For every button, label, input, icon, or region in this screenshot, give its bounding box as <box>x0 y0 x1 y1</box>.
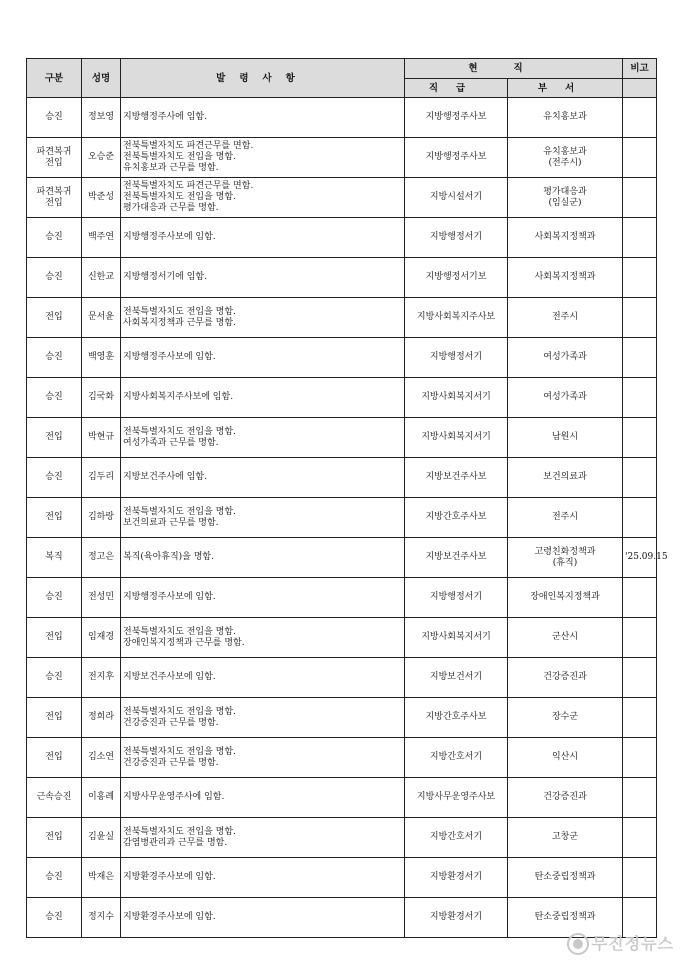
remarks-cell <box>623 738 657 778</box>
matters-cell <box>121 738 405 778</box>
dept-cell-line: 전주시 <box>551 312 579 322</box>
table-row <box>27 858 657 898</box>
remarks-cell: '25.09.15 <box>623 538 657 578</box>
roster-body <box>27 98 668 938</box>
category-cell <box>27 898 82 938</box>
dept-cell-line: 건강증진과 <box>543 792 587 802</box>
dept-cell <box>508 338 623 378</box>
remarks-cell <box>623 858 657 898</box>
remarks-cell <box>623 778 657 818</box>
dept-cell-line: 건강증진과 <box>543 672 587 682</box>
header-category: 구분 <box>27 59 82 98</box>
matters-cell-line: 전북특별자치도 전입을 명함. <box>123 746 236 757</box>
name-cell: 백주연 <box>82 218 121 258</box>
matters-cell-line: 평가대응과 근무를 명함. <box>123 203 219 213</box>
dept-cell <box>508 658 623 698</box>
dept-cell-line: 남원시 <box>551 432 579 442</box>
category-cell <box>27 338 82 378</box>
dept-cell-line: 고령친화정책과 <box>534 546 596 557</box>
remarks-cell <box>623 178 657 218</box>
category-cell <box>27 618 82 658</box>
dept-cell-line: 보건의료과 <box>543 472 587 482</box>
grade-cell: 지방간호서기 <box>405 818 508 858</box>
remarks-cell <box>623 818 657 858</box>
grade-cell: 지방사회복지서기 <box>405 378 508 418</box>
dept-cell <box>508 98 623 138</box>
category-cell <box>27 538 82 578</box>
matters-cell-line: 유치홍보과 근무를 명함. <box>123 163 219 173</box>
name-cell: 전성민 <box>82 578 121 618</box>
matters-cell-line: 장애인복지정책과 근무를 명함. <box>123 637 245 648</box>
remarks-cell <box>623 698 657 738</box>
table-row <box>27 498 657 538</box>
category-cell <box>27 578 82 618</box>
watermark <box>567 931 674 956</box>
personnel-roster-table <box>26 58 668 938</box>
matters-cell-line: 전북특별자치도 파견근무를 면함. <box>123 181 254 191</box>
category-cell <box>27 138 82 178</box>
grade-cell: 지방보건주사보 <box>405 458 508 498</box>
remarks-cell <box>623 218 657 258</box>
grade-cell: 지방사회복지서기 <box>405 618 508 658</box>
grade-cell: 지방행정주사보 <box>405 98 508 138</box>
dept-cell-line: 여성가족과 <box>543 352 587 362</box>
category-cell-line: 전입 <box>45 197 63 208</box>
grade-cell: 지방시설서기 <box>405 178 508 218</box>
grade-cell: 지방사무운영주사보 <box>405 778 508 818</box>
category-cell-line: 승진 <box>45 232 63 242</box>
matters-cell <box>121 538 405 578</box>
name-cell: 김국화 <box>82 378 121 418</box>
dept-cell-line: 익산시 <box>551 752 579 762</box>
category-cell-line: 승진 <box>45 472 63 482</box>
dept-cell-line: (전주시) <box>548 157 582 168</box>
category-cell-line: 전입 <box>45 512 63 522</box>
header-remarks: 비고 <box>623 59 657 79</box>
matters-cell <box>121 898 405 938</box>
table-row <box>27 338 657 378</box>
dept-cell-line: 평가대응과 <box>543 186 587 197</box>
dept-cell <box>508 178 623 218</box>
grade-cell: 지방행정주사보 <box>405 138 508 178</box>
matters-cell <box>121 498 405 538</box>
matters-cell <box>121 378 405 418</box>
dept-cell-line: 고창군 <box>551 832 579 842</box>
grade-cell: 지방간호주사보 <box>405 698 508 738</box>
dept-cell <box>508 378 623 418</box>
category-cell-line: 승진 <box>45 912 63 922</box>
category-cell-line: 전입 <box>45 312 63 322</box>
matters-cell-line: 지방보건주사에 임함. <box>123 472 207 482</box>
table-row <box>27 618 657 658</box>
dept-cell <box>508 698 623 738</box>
matters-cell <box>121 298 405 338</box>
grade-cell: 지방사회복지서기 <box>405 418 508 458</box>
matters-cell-line: 전북특별자치도 전입을 명함. <box>123 426 236 437</box>
category-cell <box>27 818 82 858</box>
name-cell: 김하랑 <box>82 498 121 538</box>
dept-cell-line: 장애인복지정책과 <box>530 592 600 602</box>
matters-cell <box>121 618 405 658</box>
grade-cell: 지방간호서기 <box>405 738 508 778</box>
header-current: 현직 <box>405 59 623 79</box>
name-cell: 김두리 <box>82 458 121 498</box>
matters-cell-line: 지방행정주사보에 임함. <box>123 592 216 602</box>
table-row <box>27 738 657 778</box>
dept-cell <box>508 418 623 458</box>
remarks-cell <box>623 578 657 618</box>
dept-cell-line: 유치홍보과 <box>543 146 587 157</box>
header-name: 성명 <box>82 59 121 98</box>
matters-cell-line: 전북특별자치도 전입을 명함. <box>123 306 236 317</box>
matters-cell-line: 전북특별자치도 전입을 명함. <box>123 152 236 162</box>
name-cell: 박준성 <box>82 178 121 218</box>
dept-cell <box>508 138 623 178</box>
name-cell: 정보영 <box>82 98 121 138</box>
grade-cell: 지방행정서기 <box>405 218 508 258</box>
name-cell: 정희라 <box>82 698 121 738</box>
dept-cell-line: 탄소중립정책과 <box>534 872 596 882</box>
category-cell <box>27 298 82 338</box>
matters-cell <box>121 818 405 858</box>
matters-cell-line: 전북특별자치도 전입을 명함. <box>123 192 236 202</box>
category-cell-line: 승진 <box>45 592 63 602</box>
matters-cell <box>121 338 405 378</box>
category-cell-line: 전입 <box>45 157 63 168</box>
matters-cell-line: 지방행정주사보에 임함. <box>123 232 216 242</box>
matters-cell-line: 보건의료과 근무를 명함. <box>123 517 219 528</box>
category-cell-line: 파견복귀 <box>36 186 72 197</box>
category-cell-line: 전입 <box>45 712 63 722</box>
table-row <box>27 418 657 458</box>
matters-cell <box>121 698 405 738</box>
dept-cell-line: (휴직) <box>552 557 578 568</box>
header-grade: 직급 <box>405 79 508 98</box>
table-row <box>27 378 657 418</box>
matters-cell-line: 지방행정주사에 임함. <box>123 112 207 122</box>
dept-cell <box>508 218 623 258</box>
matters-cell <box>121 858 405 898</box>
dept-cell <box>508 778 623 818</box>
category-cell-line: 전입 <box>45 632 63 642</box>
table-row <box>27 698 657 738</box>
table-row <box>27 458 657 498</box>
matters-cell-line: 전북특별자치도 전입을 명함. <box>123 506 236 517</box>
table-row <box>27 578 657 618</box>
category-cell-line: 승진 <box>45 872 63 882</box>
matters-cell-line: 전북특별자치도 파견근무를 면함. <box>123 141 254 151</box>
category-cell <box>27 218 82 258</box>
remarks-cell <box>623 98 657 138</box>
header-matters: 발령사항 <box>121 59 405 98</box>
table-row <box>27 138 657 178</box>
dept-cell <box>508 538 623 578</box>
dept-cell <box>508 458 623 498</box>
dept-cell-line: 사회복지정책과 <box>534 272 596 282</box>
matters-cell <box>121 658 405 698</box>
category-cell <box>27 698 82 738</box>
name-cell: 신한교 <box>82 258 121 298</box>
dept-cell-line: 여성가족과 <box>543 392 587 402</box>
name-cell: 이홍례 <box>82 778 121 818</box>
matters-cell <box>121 178 405 218</box>
matters-cell-line: 전북특별자치도 전입을 명함. <box>123 706 236 717</box>
grade-cell: 지방보건서기 <box>405 658 508 698</box>
dept-cell-line: 사회복지정책과 <box>534 232 596 242</box>
matters-cell <box>121 418 405 458</box>
category-cell-line: 전입 <box>45 752 63 762</box>
matters-cell-line: 전북특별자치도 전입을 명함. <box>123 826 236 837</box>
grade-cell: 지방행정서기 <box>405 578 508 618</box>
dept-cell <box>508 578 623 618</box>
matters-cell <box>121 458 405 498</box>
category-cell <box>27 418 82 458</box>
dept-cell <box>508 498 623 538</box>
table-row <box>27 658 657 698</box>
dept-cell <box>508 858 623 898</box>
category-cell-line: 승진 <box>45 352 63 362</box>
dept-cell-line: 군산시 <box>551 632 579 642</box>
matters-cell-line: 건강증진과 근무를 명함. <box>123 757 219 768</box>
category-cell <box>27 178 82 218</box>
dept-cell <box>508 298 623 338</box>
grade-cell: 지방행정서기 <box>405 338 508 378</box>
watermark-logo-icon <box>567 933 589 955</box>
remarks-cell <box>623 498 657 538</box>
dept-cell <box>508 258 623 298</box>
remarks-cell <box>623 458 657 498</box>
matters-cell-line: 건강증진과 근무를 명함. <box>123 717 219 728</box>
dept-cell <box>508 738 623 778</box>
category-cell <box>27 498 82 538</box>
remarks-cell <box>623 138 657 178</box>
table-row <box>27 898 657 938</box>
category-cell <box>27 258 82 298</box>
table-row <box>27 818 657 858</box>
name-cell: 정고은 <box>82 538 121 578</box>
remarks-cell <box>623 258 657 298</box>
category-cell-line: 전입 <box>45 432 63 442</box>
remarks-cell <box>623 418 657 458</box>
category-cell <box>27 858 82 898</box>
category-cell-line: 승진 <box>45 392 63 402</box>
matters-cell-line: 여성가족과 근무를 명함. <box>123 437 219 448</box>
watermark-text: 무진정뉴스 <box>591 933 674 953</box>
name-cell: 백영훈 <box>82 338 121 378</box>
name-cell: 박현규 <box>82 418 121 458</box>
remarks-cell <box>623 658 657 698</box>
matters-cell-line: 지방행정서기에 임함. <box>123 272 207 282</box>
grade-cell: 지방보건주사보 <box>405 538 508 578</box>
matters-cell-line: 지방환경주사보에 임함. <box>123 912 216 922</box>
matters-cell-line: 사회복지정책과 근무를 명함. <box>123 317 236 328</box>
name-cell: 김윤실 <box>82 818 121 858</box>
matters-cell <box>121 218 405 258</box>
matters-cell <box>121 578 405 618</box>
category-cell-line: 복직 <box>45 552 63 562</box>
matters-cell-line: 전북특별자치도 전입을 명함. <box>123 626 236 637</box>
category-cell-line: 승진 <box>45 112 63 122</box>
table-row <box>27 98 657 138</box>
remarks-cell <box>623 618 657 658</box>
grade-cell: 지방환경서기 <box>405 858 508 898</box>
dept-cell-line: 유치홍보과 <box>543 112 587 122</box>
category-cell <box>27 778 82 818</box>
matters-cell <box>121 258 405 298</box>
grade-cell: 지방행정서기보 <box>405 258 508 298</box>
header-remarks-blank <box>623 79 657 98</box>
table-row <box>27 178 657 218</box>
grade-cell: 지방환경서기 <box>405 898 508 938</box>
name-cell: 오승준 <box>82 138 121 178</box>
table-row <box>27 298 657 338</box>
category-cell <box>27 658 82 698</box>
grade-cell: 지방사회복지주사보 <box>405 298 508 338</box>
matters-cell-line: 감염병관리과 근무를 명함. <box>123 837 228 848</box>
header-dept: 부서 <box>508 79 623 98</box>
table-row <box>27 218 657 258</box>
remarks-cell <box>623 298 657 338</box>
matters-cell <box>121 98 405 138</box>
category-cell-line: 전입 <box>45 832 63 842</box>
matters-cell-line: 지방행정주사보에 임함. <box>123 352 216 362</box>
category-cell-line: 승진 <box>45 672 63 682</box>
dept-cell <box>508 818 623 858</box>
category-cell <box>27 98 82 138</box>
dept-cell-line: (임실군) <box>548 197 582 208</box>
name-cell: 정지수 <box>82 898 121 938</box>
matters-cell-line: 지방보건주사보에 임함. <box>123 672 216 682</box>
name-cell: 김소연 <box>82 738 121 778</box>
remarks-cell <box>623 338 657 378</box>
dept-cell-line: 탄소중립정책과 <box>534 912 596 922</box>
table-row <box>27 258 657 298</box>
matters-cell <box>121 778 405 818</box>
name-cell: 전지후 <box>82 658 121 698</box>
matters-cell <box>121 138 405 178</box>
grade-cell: 지방간호주사보 <box>405 498 508 538</box>
table-row <box>27 538 657 578</box>
category-cell-line: 파견복귀 <box>36 146 72 157</box>
category-cell-line: 근속승진 <box>36 792 72 802</box>
remarks-cell <box>623 378 657 418</box>
dept-cell-line: 장수군 <box>551 712 579 722</box>
matters-cell-line: 지방사회복지주사보에 임함. <box>123 392 234 402</box>
matters-cell-line: 지방환경주사보에 임함. <box>123 872 216 882</box>
category-cell-line: 승진 <box>45 272 63 282</box>
category-cell <box>27 378 82 418</box>
table-row <box>27 778 657 818</box>
category-cell <box>27 458 82 498</box>
category-cell <box>27 738 82 778</box>
name-cell: 문서윤 <box>82 298 121 338</box>
name-cell: 임재경 <box>82 618 121 658</box>
dept-cell-line: 전주시 <box>551 512 579 522</box>
matters-cell-line: 지방사무운영주사에 임함. <box>123 792 225 802</box>
dept-cell <box>508 618 623 658</box>
name-cell: 박재은 <box>82 858 121 898</box>
matters-cell-line: 복직(육아휴직)을 명함. <box>123 552 214 562</box>
